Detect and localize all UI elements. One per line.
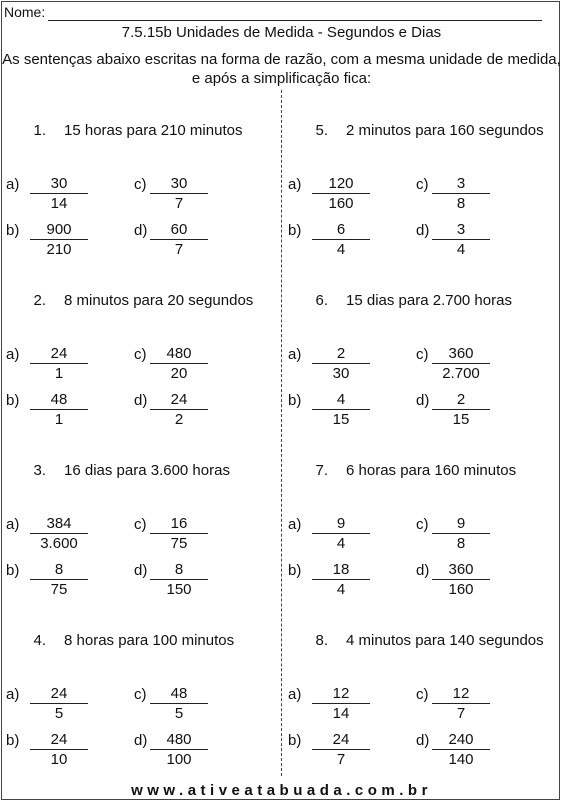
fraction xyxy=(432,344,490,383)
fraction xyxy=(150,560,208,599)
option-label[interactable]: d) xyxy=(416,392,430,409)
fraction-denominator: 7 xyxy=(174,241,184,258)
option-label[interactable]: c) xyxy=(134,346,147,363)
fraction-denominator: 1 xyxy=(54,411,64,428)
fraction-denominator: 4 xyxy=(336,241,346,258)
fraction-numerator: 120 xyxy=(312,174,370,194)
fraction-numerator: 480 xyxy=(150,730,208,750)
question-heading xyxy=(18,292,253,309)
fraction-numerator: 360 xyxy=(432,344,490,364)
question-text: 15 dias para 2.700 horas xyxy=(346,292,512,309)
option-label[interactable]: a) xyxy=(6,346,20,363)
option-label[interactable]: c) xyxy=(416,346,429,363)
fraction-numerator: 24 xyxy=(312,730,370,750)
option-label[interactable]: a) xyxy=(288,346,302,363)
fraction xyxy=(312,174,370,213)
instructions-line-2: e após a simplificação fica: xyxy=(191,70,372,87)
fraction-numerator: 16 xyxy=(150,514,208,534)
fraction-numerator: 360 xyxy=(432,560,490,580)
fraction xyxy=(432,560,490,599)
fraction xyxy=(432,390,490,429)
option-label[interactable]: a) xyxy=(6,516,20,533)
fraction-denominator: 5 xyxy=(174,705,184,722)
fraction-denominator: 7 xyxy=(456,705,466,722)
fraction xyxy=(312,684,370,723)
fraction xyxy=(150,390,208,429)
fraction-numerator: 48 xyxy=(150,684,208,704)
fraction-numerator: 48 xyxy=(30,390,88,410)
fraction-numerator: 9 xyxy=(432,514,490,534)
fraction xyxy=(432,514,490,553)
option-label[interactable]: d) xyxy=(134,732,148,749)
fraction-denominator: 30 xyxy=(332,365,350,382)
fraction-numerator: 30 xyxy=(150,174,208,194)
fraction xyxy=(150,174,208,213)
option-label[interactable]: c) xyxy=(416,686,429,703)
option-label[interactable]: d) xyxy=(134,222,148,239)
option-label[interactable]: a) xyxy=(288,176,302,193)
fraction-denominator: 100 xyxy=(166,751,192,768)
question-text: 2 minutos para 160 segundos xyxy=(346,122,544,139)
option-label[interactable]: d) xyxy=(134,392,148,409)
fraction xyxy=(312,730,370,769)
question-heading xyxy=(18,462,230,479)
name-field[interactable] xyxy=(48,20,542,21)
fraction xyxy=(150,514,208,553)
option-label[interactable]: b) xyxy=(6,562,20,579)
fraction xyxy=(432,730,490,769)
fraction-denominator: 4 xyxy=(456,241,466,258)
option-label[interactable]: b) xyxy=(288,222,302,239)
fraction-denominator: 7 xyxy=(174,195,184,212)
option-label[interactable]: b) xyxy=(288,392,302,409)
question-number: 3. xyxy=(33,462,46,479)
fraction xyxy=(432,220,490,259)
fraction-denominator: 210 xyxy=(46,241,72,258)
fraction-denominator: 75 xyxy=(50,581,68,598)
fraction-denominator: 15 xyxy=(332,411,350,428)
option-label[interactable]: a) xyxy=(288,516,302,533)
fraction xyxy=(30,174,88,213)
fraction xyxy=(30,684,88,723)
fraction-numerator: 12 xyxy=(432,684,490,704)
fraction xyxy=(150,730,208,769)
option-label[interactable]: b) xyxy=(6,222,20,239)
fraction-numerator: 4 xyxy=(312,390,370,410)
option-label[interactable]: c) xyxy=(416,176,429,193)
fraction-denominator: 7 xyxy=(336,751,346,768)
option-label[interactable]: b) xyxy=(288,732,302,749)
fraction-denominator: 14 xyxy=(50,195,68,212)
question-text: 4 minutos para 140 segundos xyxy=(346,632,544,649)
option-label[interactable]: d) xyxy=(416,222,430,239)
website-footer: www.ativeatabuada.com.br xyxy=(131,782,432,799)
option-label[interactable]: a) xyxy=(6,686,20,703)
fraction-denominator: 2 xyxy=(174,411,184,428)
fraction xyxy=(312,344,370,383)
fraction-numerator: 8 xyxy=(30,560,88,580)
fraction-denominator: 150 xyxy=(166,581,192,598)
fraction xyxy=(30,514,88,553)
option-label[interactable]: d) xyxy=(416,732,430,749)
question-text: 16 dias para 3.600 horas xyxy=(64,462,230,479)
question-number: 5. xyxy=(315,122,328,139)
fraction-denominator: 3.600 xyxy=(40,535,78,552)
question-number: 2. xyxy=(33,292,46,309)
fraction-numerator: 3 xyxy=(432,174,490,194)
fraction-numerator: 24 xyxy=(30,344,88,364)
option-label[interactable]: d) xyxy=(134,562,148,579)
question-text: 8 horas para 100 minutos xyxy=(64,632,235,649)
question-number: 1. xyxy=(33,122,46,139)
fraction xyxy=(30,560,88,599)
fraction-numerator: 384 xyxy=(30,514,88,534)
fraction xyxy=(312,514,370,553)
page-title: 7.5.15b Unidades de Medida - Segundos e Dias xyxy=(121,24,442,41)
fraction-numerator: 480 xyxy=(150,344,208,364)
fraction-denominator: 8 xyxy=(456,195,466,212)
column-divider xyxy=(281,90,282,776)
fraction xyxy=(150,344,208,383)
fraction-denominator: 2.700 xyxy=(442,365,480,382)
fraction-numerator: 18 xyxy=(312,560,370,580)
question-heading xyxy=(300,122,544,139)
fraction-denominator: 160 xyxy=(328,195,354,212)
fraction-denominator: 14 xyxy=(332,705,350,722)
fraction-numerator: 240 xyxy=(432,730,490,750)
fraction-denominator: 5 xyxy=(54,705,64,722)
fraction-numerator: 24 xyxy=(150,390,208,410)
fraction-numerator: 9 xyxy=(312,514,370,534)
option-label[interactable]: a) xyxy=(6,176,20,193)
question-number: 4. xyxy=(33,632,46,649)
fraction-numerator: 900 xyxy=(30,220,88,240)
option-label[interactable]: b) xyxy=(6,732,20,749)
question-heading xyxy=(300,292,512,309)
question-heading xyxy=(300,462,516,479)
option-label[interactable]: c) xyxy=(134,176,147,193)
question-text: 15 horas para 210 minutos xyxy=(64,122,243,139)
fraction-denominator: 15 xyxy=(452,411,470,428)
option-label[interactable]: c) xyxy=(134,516,147,533)
fraction xyxy=(150,220,208,259)
fraction xyxy=(432,684,490,723)
fraction-denominator: 10 xyxy=(50,751,68,768)
fraction-denominator: 140 xyxy=(448,751,474,768)
fraction-denominator: 8 xyxy=(456,535,466,552)
fraction xyxy=(312,220,370,259)
option-label[interactable]: d) xyxy=(416,562,430,579)
fraction-numerator: 30 xyxy=(30,174,88,194)
fraction xyxy=(30,390,88,429)
question-text: 6 horas para 160 minutos xyxy=(346,462,517,479)
fraction xyxy=(30,730,88,769)
question-heading xyxy=(18,632,234,649)
fraction-denominator: 1 xyxy=(54,365,64,382)
option-label[interactable]: c) xyxy=(416,516,429,533)
option-label[interactable]: b) xyxy=(288,562,302,579)
fraction xyxy=(30,344,88,383)
fraction-numerator: 2 xyxy=(432,390,490,410)
question-number: 7. xyxy=(315,462,328,479)
fraction xyxy=(30,220,88,259)
question-heading xyxy=(300,632,544,649)
fraction-denominator: 160 xyxy=(448,581,474,598)
name-label: Nome: xyxy=(4,4,46,20)
fraction-numerator: 8 xyxy=(150,560,208,580)
fraction-numerator: 60 xyxy=(150,220,208,240)
fraction-numerator: 2 xyxy=(312,344,370,364)
fraction-denominator: 20 xyxy=(170,365,188,382)
fraction xyxy=(312,390,370,429)
option-label[interactable]: a) xyxy=(288,686,302,703)
fraction xyxy=(432,174,490,213)
option-label[interactable]: c) xyxy=(134,686,147,703)
fraction-numerator: 24 xyxy=(30,684,88,704)
question-number: 6. xyxy=(315,292,328,309)
option-label[interactable]: b) xyxy=(6,392,20,409)
fraction-numerator: 3 xyxy=(432,220,490,240)
fraction-denominator: 4 xyxy=(336,535,346,552)
fraction-numerator: 6 xyxy=(312,220,370,240)
question-number: 8. xyxy=(315,632,328,649)
fraction-denominator: 4 xyxy=(336,581,346,598)
question-heading xyxy=(18,122,242,139)
fraction-denominator: 75 xyxy=(170,535,188,552)
instructions-line-1: As sentenças abaixo escritas na forma de razão, com a mesma unidade de medida, xyxy=(2,51,561,68)
question-text: 8 minutos para 20 segundos xyxy=(64,292,254,309)
fraction xyxy=(312,560,370,599)
fraction-numerator: 24 xyxy=(30,730,88,750)
fraction xyxy=(150,684,208,723)
instructions xyxy=(0,50,563,88)
fraction-numerator: 12 xyxy=(312,684,370,704)
